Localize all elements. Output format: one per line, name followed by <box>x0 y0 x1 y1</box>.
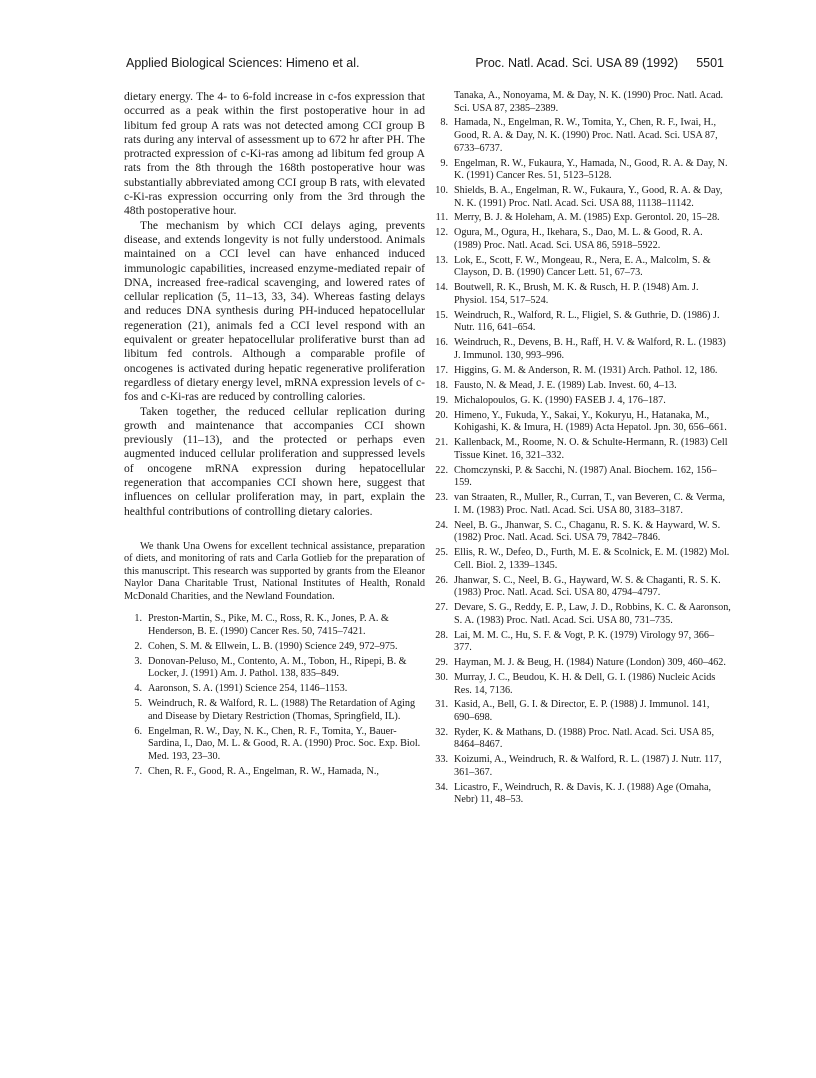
reference-item <box>430 212 731 225</box>
reference-text: Kasid, A., Bell, G. I. & Director, E. P. (1988) J. Immunol. 141, 690–698. <box>454 699 710 723</box>
reference-text: Boutwell, R. K., Brush, M. K. & Rusch, H. P. (1948) Am. J. Physiol. 154, 517–524. <box>454 282 699 306</box>
reference-item <box>124 641 425 654</box>
reference-number: 16. <box>435 337 448 349</box>
reference-text: Preston-Martin, S., Pike, M. C., Ross, R. K., Jones, P. A. & Henderson, B. E. (1990) Cancer Res. 50, 7415–7421. <box>148 613 389 637</box>
reference-number: 1. <box>134 613 142 625</box>
reference-text: van Straaten, R., Muller, R., Curran, T., van Beveren, C. & Verma, I. M. (1983) Proc. Natl. Acad. Sci. USA 80, 3183–3187. <box>454 492 725 516</box>
reference-text: Weindruch, R., Devens, B. H., Raff, H. V. & Walford, R. L. (1983) J. Immunol. 130, 993–996. <box>454 337 726 361</box>
reference-number: 10. <box>435 185 448 196</box>
reference-text: Devare, S. G., Reddy, E. P., Law, J. D., Robbins, K. C. & Aaronson, S. A. (1983) Proc. Natl. Acad. Sci. USA 80, 731–735. <box>454 602 731 626</box>
reference-text: Aaronson, S. A. (1991) Science 254, 1146–1153. <box>148 683 348 695</box>
reference-number: 24. <box>435 519 448 531</box>
reference-item <box>124 656 425 681</box>
reference-item <box>430 575 731 600</box>
reference-number: 23. <box>435 492 448 504</box>
reference-item <box>430 395 731 408</box>
reference-text: Lai, M. M. C., Hu, S. F. & Vogt, P. K. (1979) Virology 97, 366–377. <box>454 629 715 654</box>
page-number: 5501 <box>696 56 724 70</box>
reference-number: 29. <box>435 657 448 669</box>
reference-number: 33. <box>435 754 448 766</box>
reference-text: Neel, B. G., Jhanwar, S. C., Chaganu, R. S. K. & Hayward, W. S. (1982) Proc. Natl. Acad. Sci. USA 79, 7842–7846. <box>454 519 721 544</box>
header-journal-page <box>475 56 724 70</box>
header-section-authors: Applied Biological Sciences: Himeno et al. <box>126 56 360 70</box>
reference-text: Himeno, Y., Fukuda, Y., Sakai, Y., Kokuryu, H., Hatanaka, M., Kohigashi, K. & Imura, H. (1989) Acta Hepatol. Jpn. 30, 656–661. <box>454 409 727 434</box>
reference-text: Michalopoulos, G. K. (1990) FASEB J. 4, 176–187. <box>454 394 666 406</box>
reference-text: Koizumi, A., Weindruch, R. & Walford, R. L. (1987) J. Nutr. 117, 361–367. <box>454 754 722 778</box>
reference-item <box>124 698 425 723</box>
reference-item <box>430 337 731 362</box>
reference-number: 27. <box>435 602 448 614</box>
reference-item <box>430 410 731 435</box>
reference-text: Fausto, N. & Mead, J. E. (1989) Lab. Invest. 60, 4–13. <box>454 379 677 391</box>
reference-item <box>430 158 731 183</box>
acknowledgment: We thank Una Owens for excellent technical assistance, preparation of diets, and monitoring of rats and Carla Gotlieb for the preparation of this manuscript. This research was supported by grants from the Eleanor Naylor Dana Charitable Trust, National Institutes of Health, Ronald McDonald Charities, and the Newland Foundation. <box>124 540 425 602</box>
reference-number: 30. <box>435 671 448 683</box>
reference-text: Weindruch, R., Walford, R. L., Fligiel, S. & Guthrie, D. (1986) J. Nutr. 116, 641–654. <box>454 309 720 334</box>
body-paragraph-2: The mechanism by which CCI delays aging, prevents disease, and extends longevity is not fully understood. Animals maintained on a CCI level can have enhanced induced immunologic capabilities, increased enzyme-mediated repair of DNA, increased free-radical scavenging, and lowered rates of cellular replication (5, 11–13, 33, 34). Whereas fasting delays and reduces DNA synthesis during PH-induced hepatocellular regeneration (21), animals fed a CCI level respond with an equivalent or greater hepatocellular proliferative burst than ad libitum fed controls. Although a comparable profile of oncogenes is activated during hepatic regenerative proliferation regardless of dietary energy level, mRNA expression levels of c-fos and c-Ki-ras are reduced by controlling calories. <box>124 218 425 404</box>
reference-number: 11. <box>435 212 448 224</box>
reference-item <box>430 380 731 393</box>
reference-item <box>124 613 425 638</box>
reference-number: 20. <box>435 409 448 421</box>
reference-text: Ellis, R. W., Defeo, D., Furth, M. E. & Scolnick, E. M. (1982) Mol. Cell. Biol. 2, 1339–1345. <box>454 547 730 571</box>
reference-number: 19. <box>435 394 448 406</box>
reference-text: Lok, E., Scott, F. W., Mongeau, R., Nera, E. A., Malcolm, S. & Clayson, D. B. (1990) Cancer Lett. 51, 67–73. <box>454 254 711 279</box>
right-column <box>430 90 731 809</box>
reference-text: Kallenback, M., Roome, N. O. & Schulte-Hermann, R. (1983) Cell Tissue Kinet. 16, 321–332. <box>454 437 728 461</box>
reference-number: 2. <box>134 640 142 652</box>
reference-text: Hamada, N., Engelman, R. W., Tomita, Y., Chen, R. F., Iwai, H., Good, R. A. & Day, N. K. (1990) Proc. Natl. Acad. Sci. USA 87, 6733–6737. <box>454 117 718 154</box>
reference-item <box>430 699 731 724</box>
reference-number: 8. <box>440 117 448 129</box>
reference-item <box>430 672 731 697</box>
reference-number: 17. <box>435 364 448 376</box>
reference-item <box>430 365 731 378</box>
reference-number: 12. <box>435 227 448 239</box>
reference-number: 5. <box>134 698 142 710</box>
reference-number: 3. <box>134 655 142 667</box>
reference-text: Engelman, R. W., Fukaura, Y., Hamada, N., Good, R. A. & Day, N. K. (1991) Cancer Res. 51, 5123–5128. <box>454 157 728 182</box>
reference-number: 4. <box>134 683 142 695</box>
reference-item <box>430 465 731 490</box>
reference-text: Donovan-Peluso, M., Contento, A. M., Tobon, H., Ripepi, B. & Locker, J. (1991) Am. J. Pathol. 138, 835–849. <box>148 655 407 680</box>
reference-item <box>430 782 731 807</box>
reference-text: Higgins, G. M. & Anderson, R. M. (1931) Arch. Pathol. 12, 186. <box>454 364 718 376</box>
reference-item <box>430 630 731 655</box>
reference-text: Murray, J. C., Beudou, K. H. & Dell, G. I. (1986) Nucleic Acids Res. 14, 7136. <box>454 671 716 696</box>
body-paragraph-3: Taken together, the reduced cellular replication during growth and maintenance that accompanies CCI shown previously (11–13), and the protected or perhaps even augmented induced cellular proliferation and suppressed levels of oncogene mRNA expression during hepatocellular regeneration that accompanies CCI shown here, suggest that influences on cellular proliferation may, in part, explain the healthful contributions of controlling dietary calories. <box>124 404 425 518</box>
header-journal: Proc. Natl. Acad. Sci. USA 89 (1992) <box>475 56 679 70</box>
reference-text: Shields, B. A., Engelman, R. W., Fukaura, Y., Good, R. A. & Day, N. K. (1991) Proc. Natl. Acad. Sci. USA 88, 11138–11142. <box>454 185 723 209</box>
reference-number: 6. <box>134 725 142 737</box>
reference-number: 32. <box>435 726 448 738</box>
reference-number: 26. <box>435 574 448 586</box>
reference-item <box>430 727 731 752</box>
reference-number: 25. <box>435 547 448 559</box>
reference-item <box>430 602 731 627</box>
reference-number: 7. <box>134 765 142 777</box>
reference-7-continued: Tanaka, A., Nonoyama, M. & Day, N. K. (1990) Proc. Natl. Acad. Sci. USA 87, 2385–2389. <box>454 90 724 114</box>
reference-text: Ogura, M., Ogura, H., Ikehara, S., Dao, M. L. & Good, R. A. (1989) Proc. Natl. Acad. Sci. USA 86, 5918–5922. <box>454 227 703 251</box>
reference-list-left <box>124 613 425 778</box>
reference-number: 34. <box>435 781 448 793</box>
reference-item <box>430 657 731 670</box>
reference-item <box>430 754 731 779</box>
reference-number: 15. <box>435 309 448 321</box>
reference-text: Chen, R. F., Good, R. A., Engelman, R. W., Hamada, N., <box>148 765 379 777</box>
reference-item <box>430 185 731 210</box>
reference-item <box>124 726 425 764</box>
running-header <box>126 56 724 72</box>
reference-text: Cohen, S. M. & Ellwein, L. B. (1990) Science 249, 972–975. <box>148 640 398 652</box>
reference-number: 9. <box>440 157 448 169</box>
reference-item <box>124 683 425 696</box>
reference-item <box>430 310 731 335</box>
reference-number: 28. <box>435 629 448 641</box>
reference-number: 22. <box>435 464 448 476</box>
reference-number: 13. <box>435 254 448 266</box>
reference-number: 18. <box>435 379 448 391</box>
reference-item <box>430 547 731 572</box>
reference-item <box>430 255 731 280</box>
reference-number: 21. <box>435 437 448 449</box>
reference-item <box>430 117 731 155</box>
reference-text: Jhanwar, S. C., Neel, B. G., Hayward, W. S. & Chaganti, R. S. K. (1983) Proc. Natl. Acad. Sci. USA 80, 4794–4797. <box>454 574 721 599</box>
reference-item <box>430 520 731 545</box>
reference-text: Weindruch, R. & Walford, R. L. (1988) The Retardation of Aging and Disease by Dietary Restriction (Thomas, Springfield, IL). <box>148 698 416 722</box>
reference-list-right <box>430 117 731 807</box>
reference-item <box>124 766 425 779</box>
reference-text: Merry, B. J. & Holeham, A. M. (1985) Exp. Gerontol. 20, 15–28. <box>454 212 720 224</box>
reference-text: Hayman, M. J. & Beug, H. (1984) Nature (London) 309, 460–462. <box>454 657 726 669</box>
reference-item <box>430 492 731 517</box>
reference-text: Licastro, F., Weindruch, R. & Davis, K. J. (1988) Age (Omaha, Nebr) 11, 48–53. <box>454 781 712 806</box>
reference-item <box>430 437 731 462</box>
reference-item <box>430 282 731 307</box>
reference-item <box>430 227 731 252</box>
reference-number: 14. <box>435 282 448 294</box>
body-paragraph-1: dietary energy. The 4- to 6-fold increase in c-fos expression that occurred as a peak within the first postoperative hour in ad libitum fed group A rats was not detected among CCI group B rats during any interval of assessment up to 672 hr after PH. The protracted expression of c-Ki-ras among ad libitum fed group A rats from the 8th through the 168th postoperative hour was substantially abbreviated among CCI group B rats, with elevated c-Ki-ras expression occurring only from the 3rd through the 48th postoperative hour. <box>124 90 425 218</box>
reference-text: Engelman, R. W., Day, N. K., Chen, R. F., Tomita, Y., Bauer-Sardina, I., Dao, M. L. & Good, R. A. (1990) Proc. Soc. Exp. Biol. Med. 193, 23–30. <box>148 725 421 762</box>
left-column <box>124 90 425 781</box>
reference-number: 31. <box>435 699 448 711</box>
reference-text: Chomczynski, P. & Sacchi, N. (1987) Anal. Biochem. 162, 156–159. <box>454 464 717 489</box>
reference-text: Ryder, K. & Mathans, D. (1988) Proc. Natl. Acad. Sci. USA 85, 8464–8467. <box>454 726 715 751</box>
